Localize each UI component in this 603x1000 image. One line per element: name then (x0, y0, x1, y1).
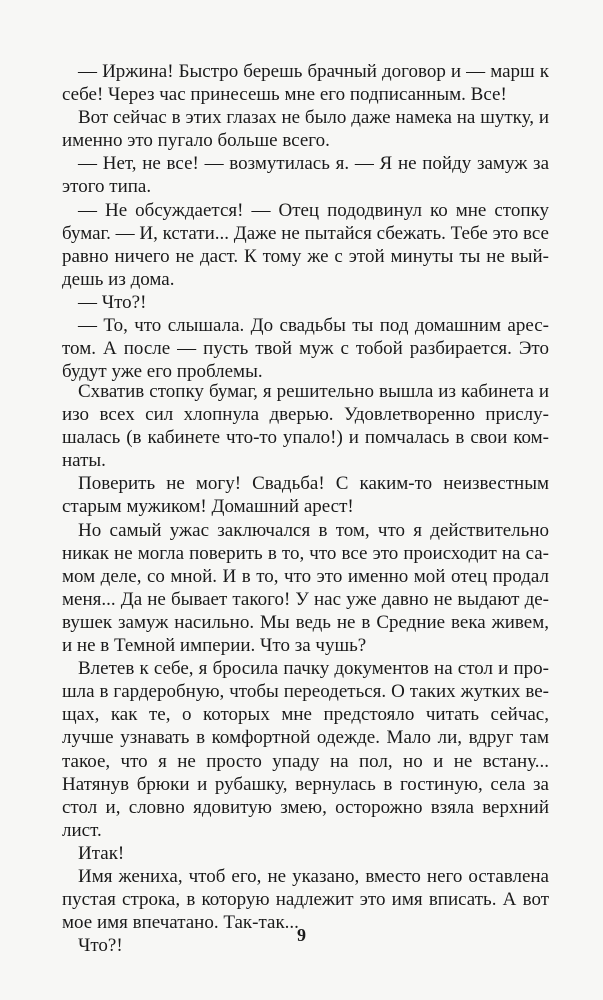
paragraph: Поверить не могу! Свадьба! С каким-то неизвестным старым мужиком! Домашний арест! (62, 473, 549, 518)
paragraph: — Иржина! Быстро берешь брачный договор и — марш к себе! Через час принесешь мне его подписанным. Все! (62, 61, 549, 106)
text-block-part-1 (62, 60, 549, 383)
paragraph: — Нет, не все! — возмутилась я. — Я не пойду замуж за этого типа. (62, 153, 549, 198)
paragraph: Итак! (78, 842, 125, 864)
paragraph: Но самый ужас заключался в том, что я действительно никак не могла поверить в то, что все это происходит на самом деле, со мной. И в то, что это именно мой отец продал меня... Да не бывает такого! У нас уже давно не выдают девушек замуж насильно. Мы ведь не в Средние века живем, и не в Темной империи. Что за чушь? (62, 519, 549, 657)
text-block-part-2 (62, 380, 549, 957)
paragraph: Влетев к себе, я бросила пачку документов на стол и прошла в гардеробную, чтобы переодеться. О таких жутких вещах, как те, о которых мне предстояло читать сейчас, лучше узнавать в комфортной одежде. Мало ли, вдруг там такое, что я не просто упаду на пол, но и не встану... Натянув брюки и рубашку, вернулась в гостиную, села за стол и, словно ядовитую змею, осторожно взяла верхний лист. (62, 658, 549, 841)
paragraph: — Не обсуждается! — Отец пододвинул ко мне стопку бумаг. — И, кстати... Даже не пытайся сбежать. Тебе это все равно ничего не даст. К тому же с этой минуты ты не выйдешь из дома. (62, 199, 549, 290)
paragraph: Что?! (78, 935, 123, 957)
paragraph: Схватив стопку бумаг, я решительно вышла из кабинета и изо всех сил хлопнула дверью. Удовлетворенно прислушалась (в кабинете что-то упало!) и помчалась в свои комнаты. (62, 381, 549, 472)
paragraph: — То, что слышала. До свадьбы ты под домашним арестом. А после — пусть твой муж с тобой разбирается. Это будут уже его проблемы. (62, 315, 549, 383)
paragraph: — Что?! (78, 291, 147, 313)
paragraph: Вот сейчас в этих глазах не было даже намека на шутку, и именно это пугало больше всего. (62, 107, 549, 152)
page-number: 9 (297, 925, 306, 945)
paragraph: Имя жениха, чтоб его, не указано, вместо него оставлена пустая строка, в которую надлежит это имя вписать. А вот мое имя впечатано. Так-так... (62, 865, 549, 934)
